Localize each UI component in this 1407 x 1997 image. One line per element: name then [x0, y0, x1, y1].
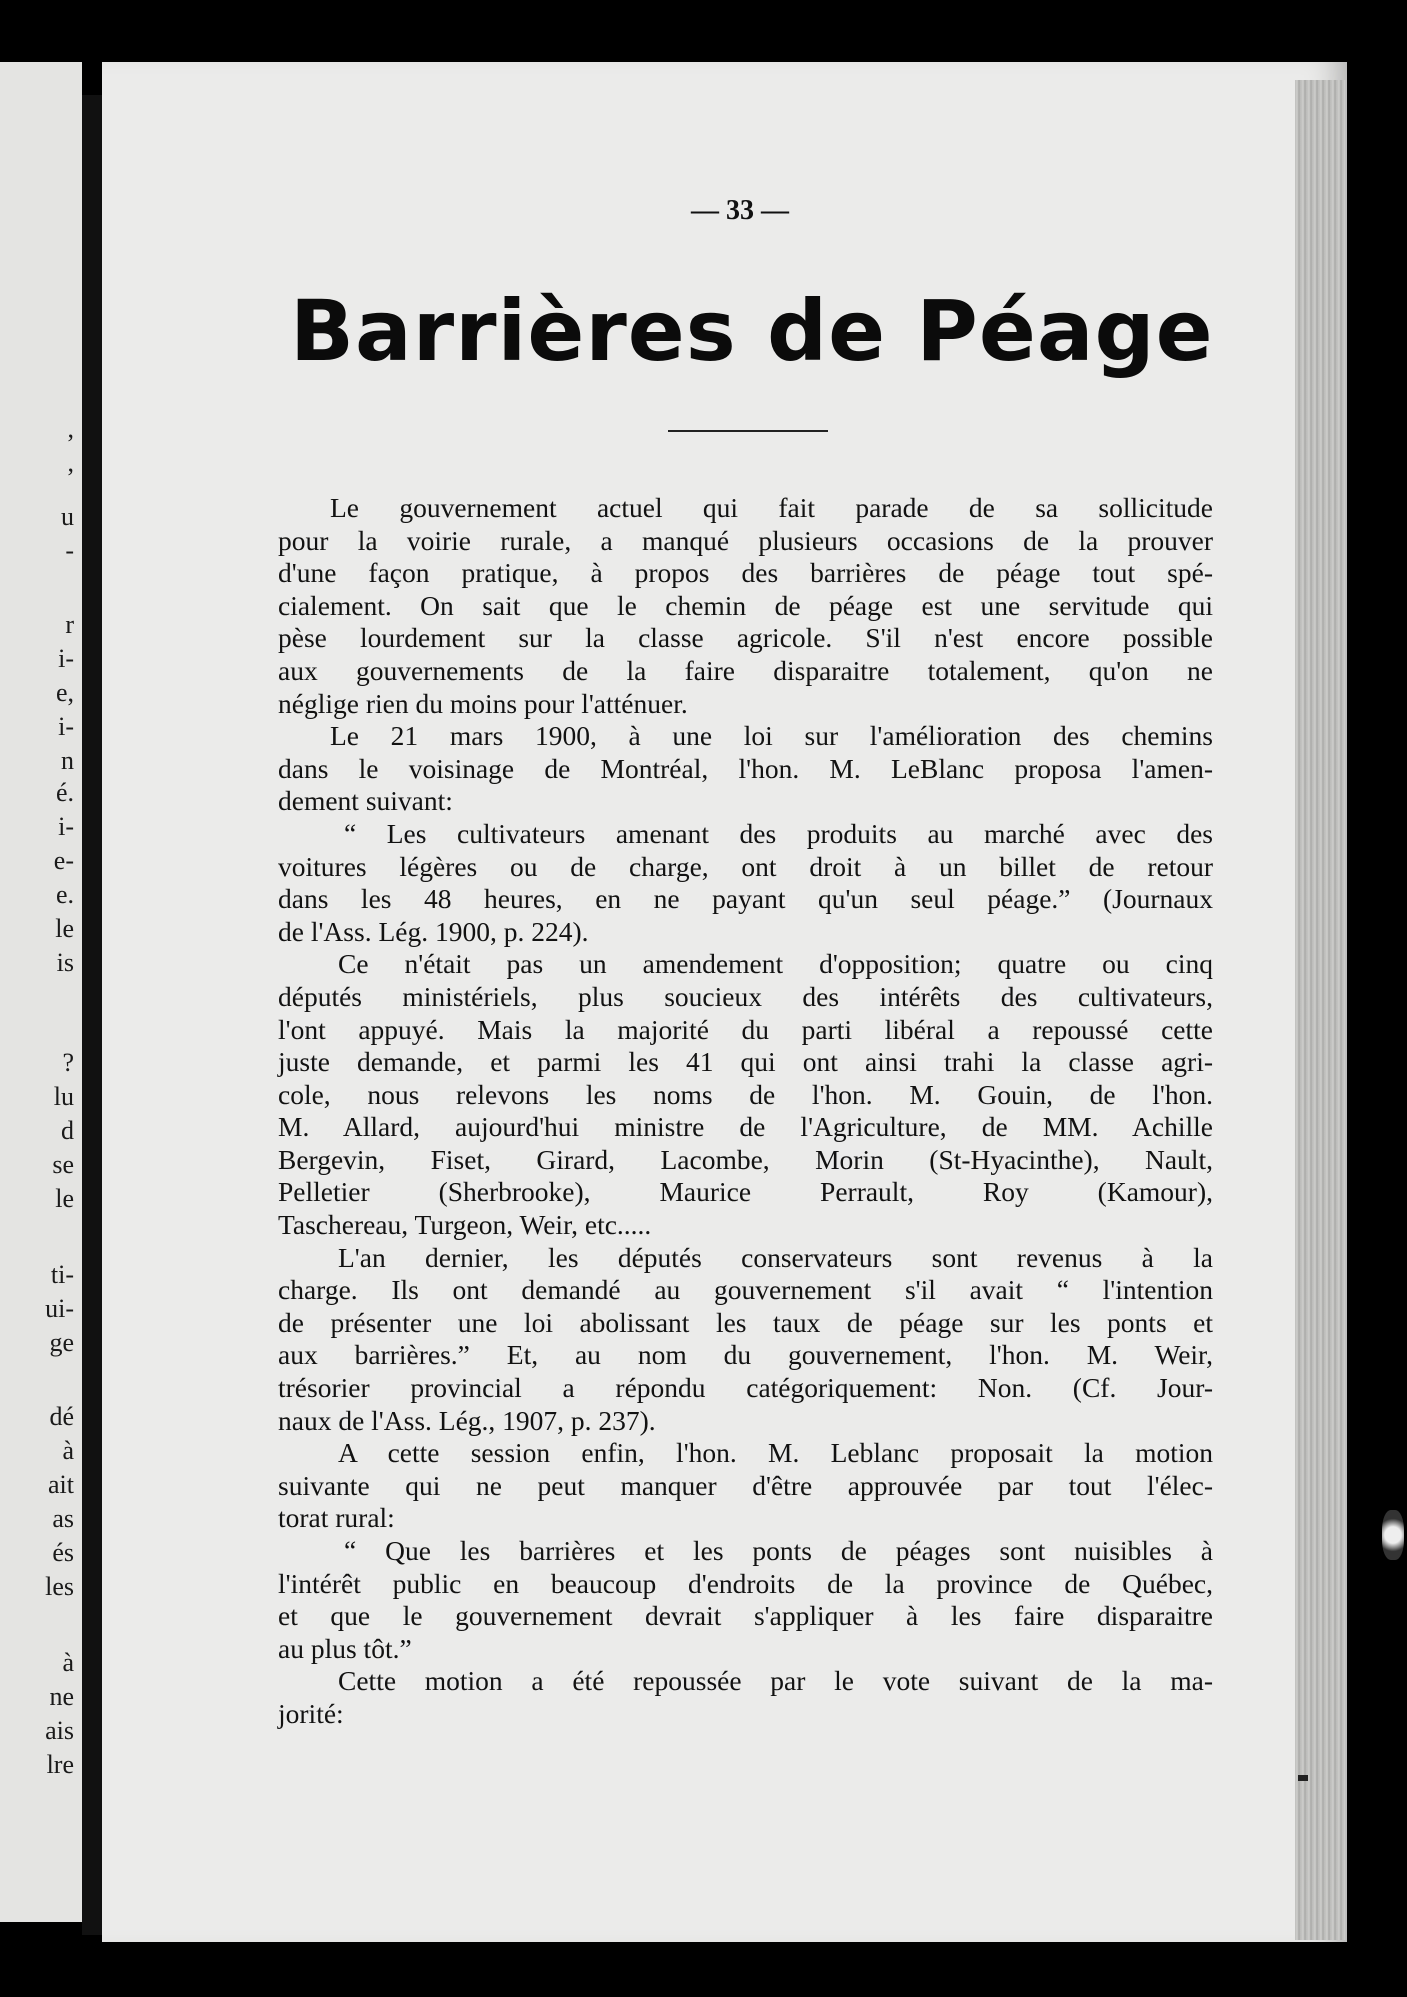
left-fragment: é.	[55, 778, 74, 807]
text-line: jorité:	[278, 1697, 344, 1729]
text-line: aux barrières.” Et, au nom du gouvernement, l'hon. M. Weir,	[278, 1339, 1213, 1371]
text-line: d'une façon pratique, à propos des barrières de péage tout spé-	[278, 557, 1213, 589]
text-line: torat rural:	[278, 1502, 395, 1534]
left-fragment: ,	[67, 414, 74, 443]
text-line: Le gouvernement actuel qui fait parade de sa sollicitude	[330, 492, 1213, 523]
left-fragment: -	[65, 536, 74, 565]
text-line: charge. Ils ont demandé au gouvernement s'il avait “ l'intention	[278, 1274, 1213, 1306]
page-title: Barrières de Péage	[290, 282, 1214, 380]
text-line: pèse lourdement sur la classe agricole. S'il n'est encore possible	[278, 622, 1213, 654]
left-fragment: n	[61, 746, 74, 775]
left-fragment: ,	[67, 448, 74, 477]
left-fragment: ne	[49, 1682, 74, 1711]
text-line: cialement. On sait que le chemin de péage est une servitude qui	[278, 589, 1213, 621]
text-line: dement suivant:	[278, 785, 453, 817]
left-fragment: d	[61, 1116, 74, 1145]
quote-line: au plus tôt.”	[278, 1632, 412, 1664]
text-line: L'an dernier, les députés conservateurs sont revenus à la	[338, 1241, 1213, 1273]
left-page-text-fragments	[0, 62, 82, 1922]
text-line: A cette session enfin, l'hon. M. Leblanc proposait la motion	[338, 1437, 1213, 1469]
left-fragment: i-	[58, 712, 74, 741]
left-fragment: és	[52, 1538, 74, 1567]
left-fragment: e-	[53, 846, 74, 875]
left-fragment: e.	[55, 880, 74, 909]
left-fragment: à	[62, 1436, 74, 1465]
left-fragment: r	[65, 610, 74, 639]
title-divider	[668, 430, 828, 432]
left-fragment: les	[45, 1572, 74, 1601]
text-line: cole, nous relevons les noms de l'hon. M. Gouin, de l'hon.	[278, 1078, 1213, 1110]
page-edge-stack	[1295, 80, 1345, 1940]
text-line: l'ont appuyé. Mais la majorité du parti libéral a repoussé cette	[278, 1013, 1213, 1045]
text-line: trésorier provincial a répondu catégoriquement: Non. (Cf. Jour-	[278, 1372, 1213, 1404]
left-page	[0, 62, 82, 1922]
text-line: Cette motion a été repoussée par le vote suivant de la ma-	[338, 1665, 1213, 1697]
left-fragment: ait	[48, 1470, 74, 1499]
text-line: suivante qui ne peut manquer d'être approuvée par tout l'élec-	[278, 1469, 1213, 1501]
text-line: aux gouvernements de la faire disparaitre totalement, qu'on ne	[278, 654, 1213, 686]
book-gutter	[82, 95, 102, 1935]
left-fragment: i-	[58, 644, 74, 673]
text-line: dans le voisinage de Montréal, l'hon. M. LeBlanc proposa l'amen-	[278, 752, 1213, 784]
text-line: Pelletier (Sherbrooke), Maurice Perrault, Roy (Kamour),	[278, 1176, 1213, 1208]
left-fragment: lre	[46, 1750, 74, 1779]
text-line: Ce n'était pas un amendement d'opposition; quatre ou cinq	[338, 948, 1213, 980]
text-line: néglige rien du moins pour l'atténuer.	[278, 687, 688, 719]
left-fragment: as	[52, 1504, 74, 1533]
left-fragment: ui-	[45, 1294, 74, 1323]
quote-line: “ Que les barrières et les ponts de péages sont nuisibles à	[344, 1535, 1213, 1566]
left-fragment: i-	[58, 812, 74, 841]
text-line: Le 21 mars 1900, à une loi sur l'amélioration des chemins	[330, 720, 1213, 752]
article-body	[278, 492, 1213, 1731]
text-line: députés ministériels, plus soucieux des intérêts des cultivateurs,	[278, 980, 1213, 1012]
left-fragment: ti-	[50, 1260, 74, 1289]
left-fragment: ge	[49, 1328, 74, 1357]
left-fragment: u	[61, 502, 74, 531]
quote-line: “ Les cultivateurs amenant des produits au marché avec des	[344, 817, 1213, 849]
quote-line: l'intérêt public en beaucoup d'endroits de la province de Québec,	[278, 1567, 1213, 1599]
quote-line: voitures légères ou de charge, ont droit à un billet de retour	[278, 850, 1213, 882]
left-fragment: e,	[55, 678, 74, 707]
scan-mark	[1298, 1775, 1308, 1781]
page-number: — 33 —	[691, 195, 789, 226]
left-fragment: lu	[53, 1082, 74, 1111]
left-fragment: is	[56, 948, 74, 977]
quote-line: dans les 48 heures, en ne payant qu'un seul péage.” (Journaux	[278, 883, 1213, 915]
text-line: pour la voirie rurale, a manqué plusieurs occasions de la prouver	[278, 524, 1213, 556]
text-line: M. Allard, aujourd'hui ministre de l'Agriculture, de MM. Achille	[278, 1111, 1213, 1143]
text-line: Bergevin, Fiset, Girard, Lacombe, Morin (St-Hyacinthe), Nault,	[278, 1143, 1213, 1175]
quote-line: de l'Ass. Lég. 1900, p. 224).	[278, 915, 589, 947]
text-line: naux de l'Ass. Lég., 1907, p. 237).	[278, 1404, 656, 1436]
scan-artifact	[1382, 1510, 1404, 1560]
left-fragment: se	[52, 1150, 74, 1179]
text-line: Taschereau, Turgeon, Weir, etc.....	[278, 1209, 652, 1241]
quote-line: et que le gouvernement devrait s'appliquer à les faire disparaitre	[278, 1600, 1213, 1632]
left-fragment: le	[55, 1184, 74, 1213]
left-fragment: ais	[45, 1716, 74, 1745]
left-fragment: à	[62, 1648, 74, 1677]
text-line: juste demande, et parmi les 41 qui ont ainsi trahi la classe agri-	[278, 1046, 1213, 1078]
left-fragment: dé	[49, 1402, 74, 1431]
text-line: de présenter une loi abolissant les taux de péage sur les ponts et	[278, 1306, 1213, 1338]
left-fragment: le	[55, 914, 74, 943]
left-fragment: ?	[62, 1048, 74, 1077]
